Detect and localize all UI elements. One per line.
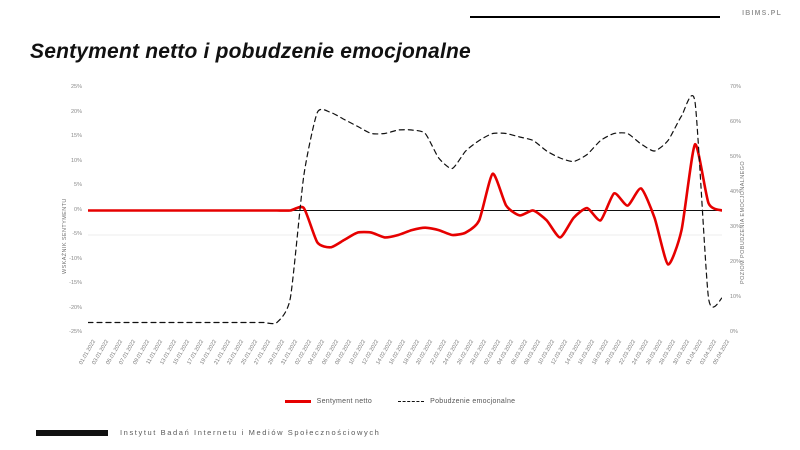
y-axis-title: WSKAŹNIK SENTYMENTU bbox=[62, 198, 68, 274]
x-tick-label: 11.01.2022 bbox=[145, 339, 165, 366]
x-tick-label: 02.03.2022 bbox=[482, 339, 502, 366]
x-tick-label: 15.01.2022 bbox=[172, 339, 192, 366]
y2-tick-label: 60% bbox=[730, 119, 742, 125]
y-tick-label: 15% bbox=[70, 133, 82, 139]
x-tick-label: 10.03.2022 bbox=[536, 339, 556, 366]
x-tick-label: 16.03.2022 bbox=[577, 339, 597, 366]
x-tick-label: 26.03.2022 bbox=[644, 339, 664, 366]
y-tick-label: 0% bbox=[74, 206, 82, 213]
y2-tick-label: 0% bbox=[730, 329, 738, 335]
x-tick-label: 13.01.2022 bbox=[159, 339, 179, 366]
header-rule bbox=[470, 16, 720, 18]
x-tick-label: 03.04.2022 bbox=[698, 339, 718, 366]
x-tick-label: 12.02.2022 bbox=[361, 339, 381, 366]
legend-item-sentyment bbox=[285, 398, 372, 405]
x-tick-label: 18.03.2022 bbox=[590, 339, 610, 366]
x-tick-label: 24.02.2022 bbox=[442, 339, 462, 366]
x-tick-label: 09.01.2022 bbox=[132, 339, 152, 366]
x-tick-label: 07.01.2022 bbox=[118, 339, 138, 366]
x-tick-label: 01.01.2022 bbox=[78, 339, 98, 366]
footer-bar bbox=[36, 430, 108, 436]
x-tick-label: 21.01.2022 bbox=[213, 339, 233, 366]
x-tick-label: 16.02.2022 bbox=[388, 339, 408, 366]
series-line-0 bbox=[88, 144, 722, 264]
x-tick-label: 14.03.2022 bbox=[563, 339, 583, 366]
x-tick-label: 25.01.2022 bbox=[240, 339, 260, 366]
x-tick-label: 19.01.2022 bbox=[199, 339, 219, 366]
x-tick-label: 27.01.2022 bbox=[253, 339, 273, 366]
x-tick-label: 18.02.2022 bbox=[401, 339, 421, 366]
x-tick-label: 31.01.2022 bbox=[280, 339, 300, 366]
y-tick-label: -15% bbox=[69, 280, 82, 286]
legend-label: Pobudzenie emocjonalne bbox=[430, 398, 516, 405]
x-tick-label: 14.02.2022 bbox=[375, 339, 394, 366]
y-tick-label: 20% bbox=[70, 108, 82, 115]
y-tick-label: -5% bbox=[72, 231, 82, 237]
x-tick-label: 08.02.2022 bbox=[334, 339, 354, 366]
x-tick-label: 22.02.2022 bbox=[428, 339, 448, 366]
y2-tick-label: 40% bbox=[730, 189, 742, 195]
x-tick-label: 23.01.2022 bbox=[226, 339, 246, 366]
y-tick-label: -20% bbox=[69, 304, 82, 311]
x-tick-label: 20.02.2022 bbox=[415, 339, 435, 366]
chart-svg bbox=[88, 88, 722, 333]
x-tick-label: 24.03.2022 bbox=[631, 339, 651, 366]
y2-axis-title: POZIOM POBUDZENIA EMOCJONALNEGO bbox=[740, 160, 746, 284]
x-tick-label: 06.03.2022 bbox=[509, 339, 529, 366]
y-tick-label: 25% bbox=[70, 84, 82, 90]
y-tick-label: 5% bbox=[74, 182, 82, 188]
y2-tick-label: 10% bbox=[730, 294, 742, 300]
y2-tick-label: 20% bbox=[730, 259, 742, 265]
footer bbox=[36, 428, 380, 437]
plot-area bbox=[88, 88, 722, 333]
chart-container bbox=[28, 78, 772, 366]
x-tick-label: 01.04.2022 bbox=[685, 339, 705, 366]
x-tick-label: 12.03.2022 bbox=[550, 339, 570, 366]
legend-swatch-solid-icon bbox=[285, 400, 311, 403]
x-tick-label: 02.02.2022 bbox=[294, 339, 314, 366]
x-tick-label: 30.03.2022 bbox=[671, 339, 691, 366]
x-tick-label: 29.01.2022 bbox=[267, 339, 287, 366]
y2-tick-label: 70% bbox=[730, 84, 742, 90]
legend-item-pobudzenie bbox=[398, 398, 515, 405]
brand-label: IBIMS.PL bbox=[742, 10, 782, 17]
y2-tick-label: 30% bbox=[730, 224, 742, 230]
y-tick-label: 10% bbox=[70, 157, 82, 164]
x-tick-label: 03.01.2022 bbox=[91, 339, 111, 366]
x-tick-label: 17.01.2022 bbox=[186, 339, 206, 366]
x-tick-label: 10.02.2022 bbox=[348, 339, 367, 366]
x-tick-label: 28.02.2022 bbox=[469, 339, 489, 366]
chart-legend bbox=[0, 398, 800, 405]
x-tick-label: 05.01.2022 bbox=[105, 339, 125, 366]
x-tick-label: 04.03.2022 bbox=[496, 339, 516, 366]
x-tick-label: 26.02.2022 bbox=[455, 339, 475, 366]
page-title: Sentyment netto i pobudzenie emocjonalne bbox=[30, 40, 471, 63]
x-tick-label: 08.03.2022 bbox=[523, 339, 543, 366]
legend-label: Sentyment netto bbox=[316, 398, 373, 405]
y2-tick-label: 50% bbox=[730, 154, 742, 160]
x-tick-label: 05.04.2022 bbox=[712, 339, 732, 366]
legend-swatch-dashed-icon bbox=[398, 401, 424, 402]
x-tick-label: 22.03.2022 bbox=[617, 339, 637, 366]
x-tick-label: 04.02.2022 bbox=[307, 339, 327, 366]
y-tick-label: -25% bbox=[69, 329, 82, 335]
x-tick-label: 20.03.2022 bbox=[604, 339, 624, 366]
footer-text: Instytut Badań Internetu i Mediów Społecznościowych bbox=[120, 428, 381, 437]
x-tick-label: 06.02.2022 bbox=[321, 339, 340, 366]
x-tick-label: 28.03.2022 bbox=[658, 339, 678, 366]
y-tick-label: -10% bbox=[69, 255, 82, 262]
